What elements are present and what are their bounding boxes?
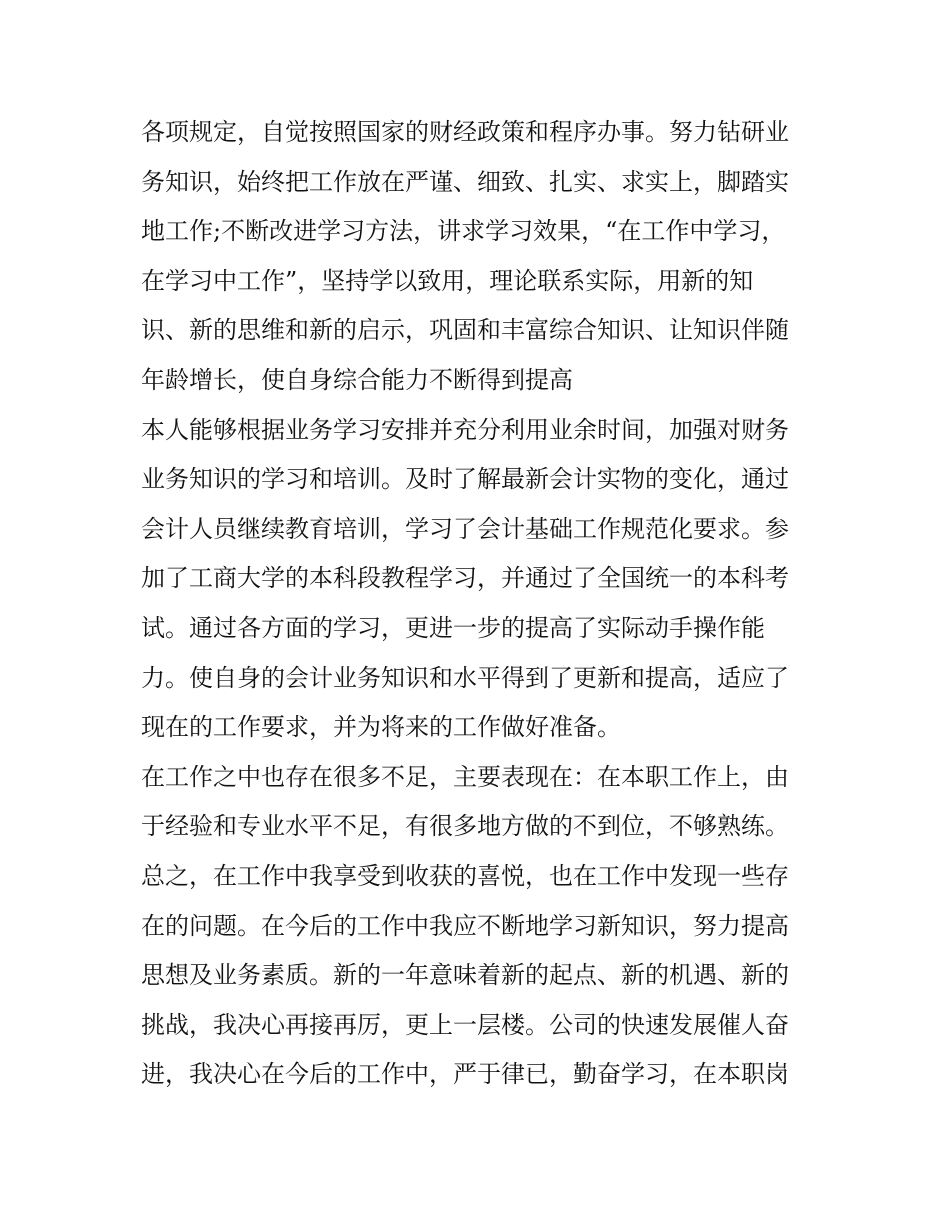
text-line: 会计人员继续教育培训，学习了会计基础工作规范化要求。参 xyxy=(141,514,789,543)
text-line: 在学习中工作”，坚持学以致用，理论联系实际，用新的知 xyxy=(141,266,754,295)
text-line: 现在的工作要求，并为将来的工作做好准备。 xyxy=(141,713,621,742)
text-line: 试。通过各方面的学习，更进一步的提高了实际动手操作能 xyxy=(141,613,765,642)
text-line: 进，我决心在今后的工作中，严于律已，勤奋学习，在本职岗 xyxy=(141,1060,789,1089)
document-body xyxy=(141,108,821,1100)
text-line: 各项规定，自觉按照国家的财经政策和程序办事。努力钻研业 xyxy=(141,118,789,146)
text-line: 地工作;不断改进学习方法，讲求学习效果，“在工作中学习， xyxy=(141,217,786,246)
text-line: 加了工商大学的本科段教程学习，并通过了全国统一的本科考 xyxy=(141,564,789,593)
text-line: 年龄增长，使自身综合能力不断得到提高 xyxy=(141,365,573,394)
text-line: 本人能够根据业务学习安排并充分利用业余时间，加强对财务 xyxy=(141,415,789,444)
text-line: 在的问题。在今后的工作中我应不断地学习新知识，努力提高 xyxy=(141,911,789,940)
text-line: 业务知识的学习和培训。及时了解最新会计实物的变化，通过 xyxy=(141,465,789,494)
text-line: 识、新的思维和新的启示，巩固和丰富综合知识、让知识伴随 xyxy=(141,316,789,345)
text-line: 务知识，始终把工作放在严谨、细致、扎实、求实上，脚踏实 xyxy=(141,167,789,196)
text-line: 力。使自身的会计业务知识和水平得到了更新和提高，适应了 xyxy=(141,663,789,692)
text-line: 于经验和专业水平不足，有很多地方做的不到位，不够熟练。 xyxy=(141,812,789,841)
text-line: 思想及业务素质。新的一年意味着新的起点、新的机遇、新的 xyxy=(141,961,789,990)
text-line: 在工作之中也存在很多不足，主要表现在：在本职工作上，由 xyxy=(141,762,789,791)
text-line: 挑战，我决心再接再厉，更上一层楼。公司的快速发展催人奋 xyxy=(141,1010,789,1039)
text-line: 总之，在工作中我享受到收获的喜悦，也在工作中发现一些存 xyxy=(141,861,789,890)
